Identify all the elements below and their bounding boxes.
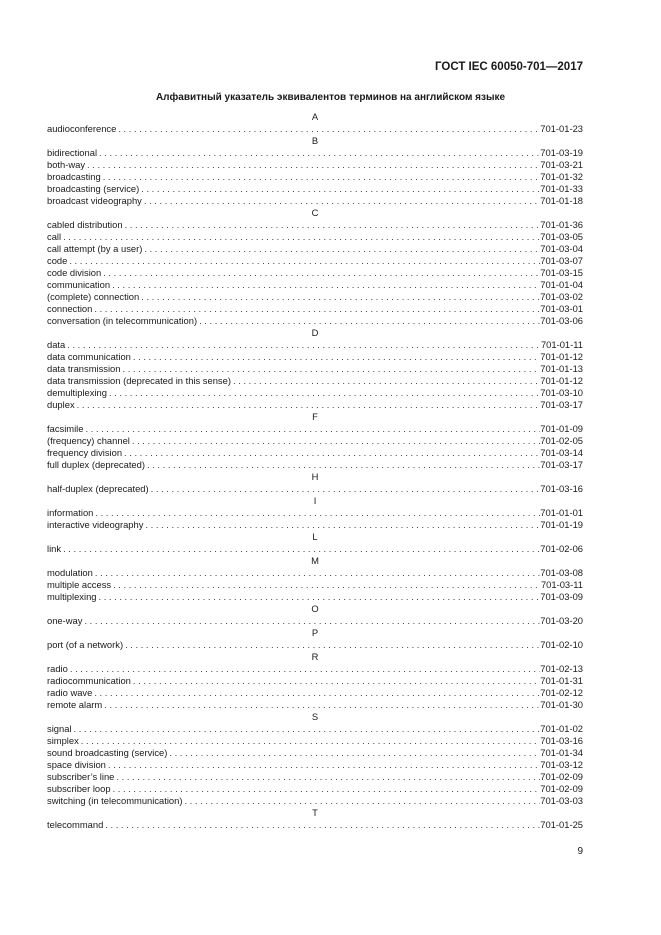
- dot-leader: [68, 663, 540, 675]
- entry-reference: 701-03-15: [540, 267, 583, 278]
- dot-leader: [111, 783, 541, 795]
- entry-reference: 701-03-20: [540, 615, 583, 626]
- entry-reference: 701-01-12: [540, 375, 583, 386]
- entry-reference: 701-03-16: [540, 483, 583, 494]
- section-letter: R: [311, 651, 319, 662]
- index-entry: [47, 243, 583, 255]
- section-letter: L: [312, 531, 318, 542]
- index-entry: [47, 231, 583, 243]
- index-entry: [47, 723, 583, 735]
- entry-reference: 701-03-06: [540, 315, 583, 326]
- entry-term: telecommand: [47, 819, 104, 830]
- dot-leader: [231, 375, 540, 387]
- entry-reference: 701-03-19: [540, 147, 583, 158]
- dot-leader: [142, 243, 540, 255]
- entry-term: call: [47, 231, 62, 242]
- alphabetical-index: [47, 111, 583, 831]
- entry-reference: 701-01-11: [540, 339, 583, 350]
- index-entry: [47, 483, 583, 495]
- dot-leader: [123, 639, 540, 651]
- entry-reference: 701-03-12: [540, 759, 583, 770]
- entry-reference: 701-02-12: [540, 687, 583, 698]
- entry-term: radio wave: [47, 687, 93, 698]
- index-entry: [47, 759, 583, 771]
- index-entry: [47, 375, 583, 387]
- index-entry: [47, 687, 583, 699]
- entry-reference: 701-03-05: [540, 231, 583, 242]
- section-letter: M: [311, 555, 319, 566]
- index-entry: [47, 315, 583, 327]
- entry-term: (complete) connection: [47, 291, 140, 302]
- entry-reference: 701-03-09: [540, 591, 583, 602]
- entry-term: data transmission (deprecated in this sense): [47, 375, 231, 386]
- dot-leader: [75, 399, 541, 411]
- index-entry: [47, 579, 583, 591]
- entry-reference: 701-03-21: [540, 159, 583, 170]
- index-entry: [47, 423, 583, 435]
- entry-reference: 701-03-17: [540, 459, 583, 470]
- entry-term: port (of a network): [47, 639, 124, 650]
- entry-reference: 701-01-13: [540, 363, 583, 374]
- entry-reference: 701-02-05: [540, 435, 583, 446]
- index-entry: [47, 735, 583, 747]
- entry-term: broadcasting (service): [47, 183, 140, 194]
- entry-term: full duplex (deprecated): [47, 459, 145, 470]
- section-letter: F: [312, 411, 318, 422]
- index-entry: [47, 783, 583, 795]
- index-entry: [47, 543, 583, 555]
- entry-reference: 701-02-10: [540, 639, 583, 650]
- entry-reference: 701-01-25: [540, 819, 583, 830]
- index-entry: [47, 795, 583, 807]
- index-entry: [47, 747, 583, 759]
- entry-term: code division: [47, 267, 102, 278]
- entry-reference: 701-02-13: [540, 663, 583, 674]
- entry-reference: 701-03-08: [540, 567, 583, 578]
- dot-leader: [149, 483, 541, 495]
- entry-term: switching (in telecommunication): [47, 795, 183, 806]
- entry-term: bidirectional: [47, 147, 98, 158]
- index-entry: [47, 663, 583, 675]
- dot-leader: [102, 699, 540, 711]
- dot-leader: [97, 591, 541, 603]
- entry-reference: 701-01-02: [540, 723, 583, 734]
- dot-leader: [131, 351, 540, 363]
- entry-reference: 701-01-31: [540, 675, 583, 686]
- index-entry: [47, 159, 583, 171]
- dot-leader: [107, 387, 540, 399]
- index-entry: [47, 447, 583, 459]
- dot-leader: [123, 219, 541, 231]
- entry-term: information: [47, 507, 94, 518]
- dot-leader: [92, 303, 540, 315]
- index-entry: [47, 699, 583, 711]
- dot-leader: [167, 747, 540, 759]
- dot-leader: [116, 123, 540, 135]
- dot-leader: [110, 279, 540, 291]
- index-entry: [47, 675, 583, 687]
- index-entry: [47, 615, 583, 627]
- entry-reference: 701-01-12: [540, 351, 583, 362]
- entry-term: demultiplexing: [47, 387, 107, 398]
- index-entry: [47, 567, 583, 579]
- entry-term: radiocommunication: [47, 675, 131, 686]
- page-title: Алфавитный указатель эквивалентов терминов на английском языке: [155, 92, 506, 103]
- entry-reference: 701-03-11: [540, 579, 583, 590]
- dot-leader: [106, 759, 540, 771]
- entry-term: signal: [47, 723, 72, 734]
- entry-term: remote alarm: [47, 699, 103, 710]
- dot-leader: [143, 519, 540, 531]
- index-entry: [47, 279, 583, 291]
- index-entry: [47, 195, 583, 207]
- entry-term: subscriber’s line: [47, 771, 115, 782]
- section-letter: S: [311, 711, 319, 722]
- dot-leader: [139, 183, 540, 195]
- entry-reference: 701-01-36: [540, 219, 583, 230]
- index-entry: [47, 147, 583, 159]
- index-entry: [47, 771, 583, 783]
- dot-leader: [101, 171, 541, 183]
- entry-term: audioconference: [47, 123, 117, 134]
- entry-reference: 701-01-09: [540, 423, 583, 434]
- dot-leader: [139, 291, 540, 303]
- index-entry: [47, 123, 583, 135]
- entry-reference: 701-03-14: [540, 447, 583, 458]
- index-entry: [47, 591, 583, 603]
- standard-designation: ГОСТ IEC 60050-701—2017: [435, 61, 583, 73]
- dot-leader: [122, 447, 540, 459]
- dot-leader: [93, 567, 540, 579]
- entry-reference: 701-01-23: [540, 123, 583, 134]
- entry-term: link: [47, 543, 62, 554]
- entry-term: multiple access: [47, 579, 112, 590]
- entry-reference: 701-01-04: [540, 279, 583, 290]
- dot-leader: [130, 435, 540, 447]
- entry-term: interactive videography: [47, 519, 144, 530]
- entry-term: conversation (in telecommunication): [47, 315, 198, 326]
- dot-leader: [61, 543, 540, 555]
- dot-leader: [93, 507, 540, 519]
- section-letter: P: [311, 627, 319, 638]
- section-letter: I: [313, 495, 317, 506]
- dot-leader: [120, 363, 540, 375]
- index-entry: [47, 459, 583, 471]
- section-letter: H: [311, 471, 319, 482]
- entry-term: subscriber loop: [47, 783, 111, 794]
- dot-leader: [72, 723, 541, 735]
- index-entry: [47, 519, 583, 531]
- entry-term: modulation: [47, 567, 93, 578]
- entry-term: broadcast videography: [47, 195, 142, 206]
- entry-reference: 701-01-01: [540, 507, 583, 518]
- dot-leader: [65, 339, 541, 351]
- dot-leader: [79, 735, 540, 747]
- dot-leader: [111, 579, 541, 591]
- entry-reference: 701-02-06: [540, 543, 583, 554]
- dot-leader: [131, 675, 540, 687]
- index-entry: [47, 255, 583, 267]
- index-entry: [47, 387, 583, 399]
- dot-leader: [83, 423, 540, 435]
- entry-reference: 701-03-02: [540, 291, 583, 302]
- entry-reference: 701-03-16: [540, 735, 583, 746]
- section-letter: C: [311, 207, 319, 218]
- dot-leader: [101, 267, 540, 279]
- index-entry: [47, 303, 583, 315]
- entry-term: data transmission: [47, 363, 121, 374]
- dot-leader: [97, 147, 540, 159]
- entry-term: communication: [47, 279, 111, 290]
- entry-term: duplex: [47, 399, 75, 410]
- index-entry: [47, 507, 583, 519]
- entry-reference: 701-03-10: [540, 387, 583, 398]
- entry-term: radio: [47, 663, 68, 674]
- dot-leader: [197, 315, 540, 327]
- entry-term: one-way: [47, 615, 83, 626]
- entry-reference: 701-03-04: [540, 243, 583, 254]
- entry-reference: 701-01-18: [540, 195, 583, 206]
- entry-term: call attempt (by a user): [47, 243, 143, 254]
- entry-term: data communication: [47, 351, 131, 362]
- entry-reference: 701-01-33: [540, 183, 583, 194]
- index-entry: [47, 399, 583, 411]
- dot-leader: [145, 459, 540, 471]
- entry-reference: 701-03-03: [540, 795, 583, 806]
- section-letter: A: [311, 111, 319, 122]
- section-letter: B: [311, 135, 319, 146]
- entry-term: cabled distribution: [47, 219, 123, 230]
- entry-reference: 701-02-09: [540, 771, 583, 782]
- entry-term: facsimile: [47, 423, 84, 434]
- entry-term: broadcasting: [47, 171, 101, 182]
- index-entry: [47, 339, 583, 351]
- entry-reference: 701-03-17: [540, 399, 583, 410]
- entry-reference: 701-01-32: [540, 171, 583, 182]
- dot-leader: [61, 231, 540, 243]
- entry-reference: 701-03-01: [540, 303, 583, 314]
- dot-leader: [85, 159, 540, 171]
- dot-leader: [182, 795, 540, 807]
- index-entry: [47, 267, 583, 279]
- entry-term: half-duplex (deprecated): [47, 483, 149, 494]
- entry-reference: 701-01-30: [540, 699, 583, 710]
- entry-term: both-way: [47, 159, 86, 170]
- entry-term: frequency division: [47, 447, 123, 458]
- index-entry: [47, 183, 583, 195]
- entry-term: space division: [47, 759, 106, 770]
- section-letter: T: [312, 807, 318, 818]
- entry-reference: 701-01-34: [540, 747, 583, 758]
- index-entry: [47, 351, 583, 363]
- dot-leader: [142, 195, 540, 207]
- entry-term: connection: [47, 303, 93, 314]
- index-entry: [47, 639, 583, 651]
- dot-leader: [82, 615, 540, 627]
- entry-term: simplex: [47, 735, 79, 746]
- entry-term: sound broadcasting (service): [47, 747, 168, 758]
- dot-leader: [67, 255, 540, 267]
- index-entry: [47, 171, 583, 183]
- entry-term: multiplexing: [47, 591, 97, 602]
- index-entry: [47, 435, 583, 447]
- dot-leader: [103, 819, 540, 831]
- index-entry: [47, 219, 583, 231]
- entry-reference: 701-01-19: [540, 519, 583, 530]
- entry-reference: 701-03-07: [540, 255, 583, 266]
- section-letter: D: [311, 327, 319, 338]
- dot-leader: [114, 771, 540, 783]
- entry-term: code: [47, 255, 68, 266]
- index-entry: [47, 291, 583, 303]
- dot-leader: [92, 687, 540, 699]
- index-entry: [47, 819, 583, 831]
- index-entry: [47, 363, 583, 375]
- entry-term: data: [47, 339, 66, 350]
- section-letter: O: [311, 603, 319, 614]
- entry-reference: 701-02-09: [540, 783, 583, 794]
- entry-term: (frequency) channel: [47, 435, 130, 446]
- page-number: 9: [577, 846, 583, 857]
